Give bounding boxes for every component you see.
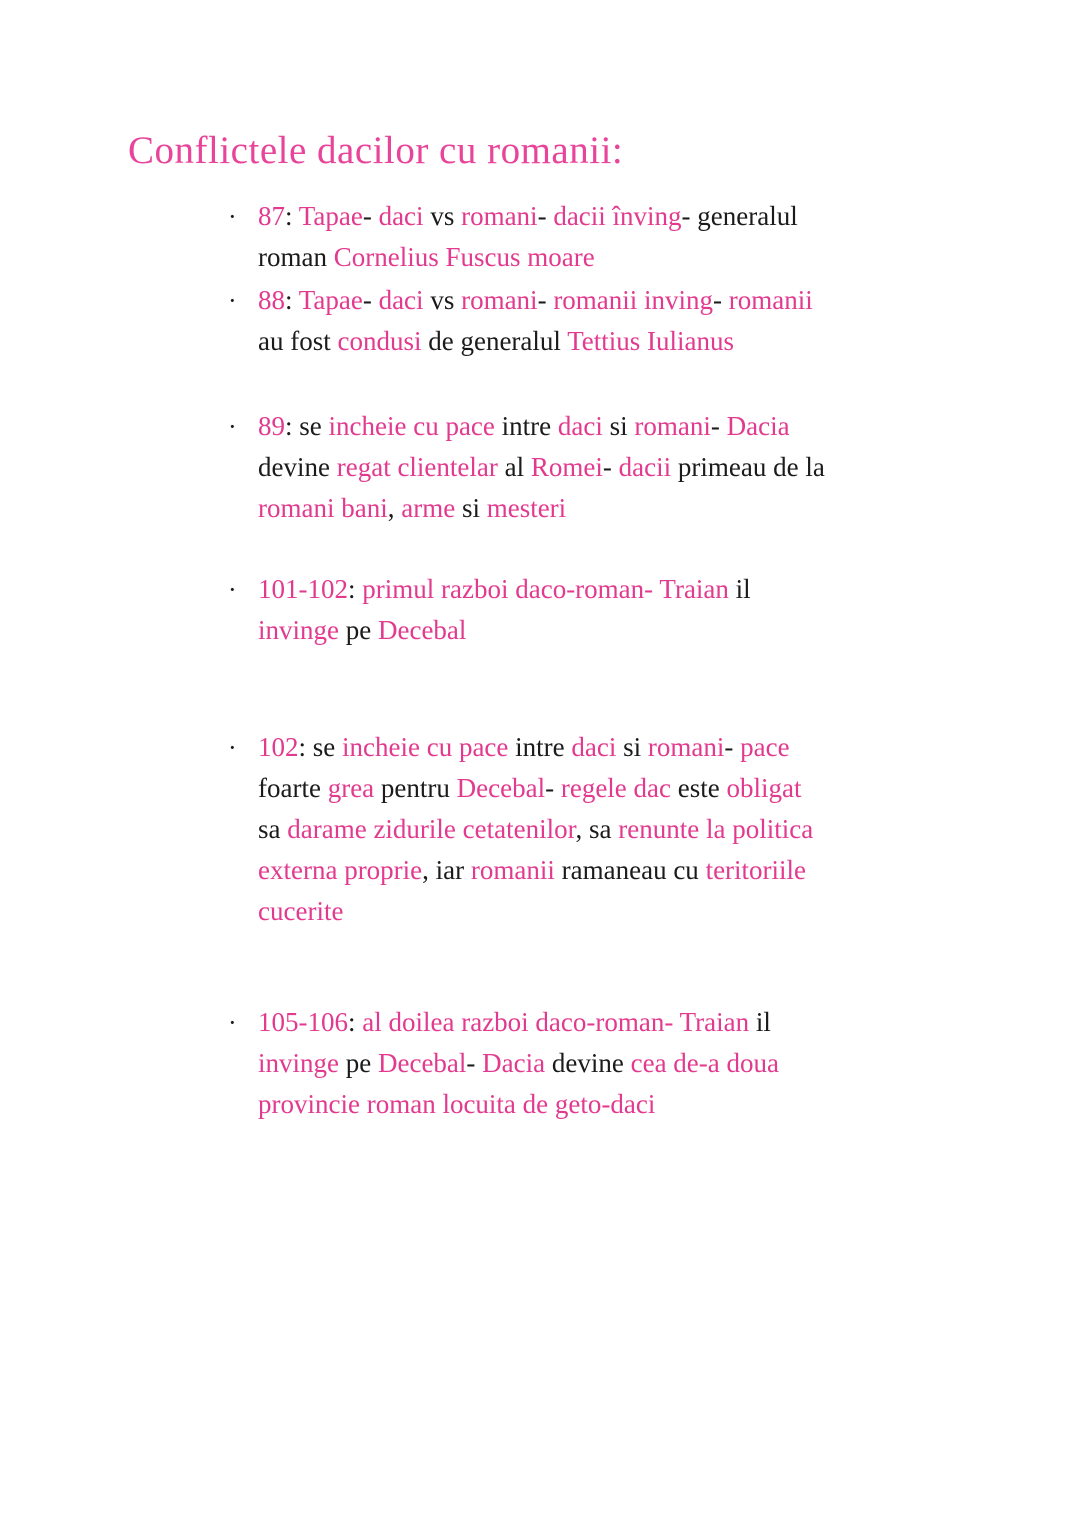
list-item — [228, 280, 968, 362]
highlight-text: grea — [327, 773, 375, 803]
highlight-text: 87 — [258, 201, 285, 231]
bullet-marker: · — [228, 1008, 237, 1037]
list-item — [228, 727, 968, 932]
highlight-text: mesteri — [486, 493, 567, 523]
highlight-text: romani — [461, 201, 538, 231]
plain-text: si — [616, 732, 648, 762]
highlight-text: romani — [461, 285, 538, 315]
plain-text: intre — [494, 411, 558, 441]
highlight-text: pace — [740, 732, 790, 762]
plain-text: foarte — [258, 773, 328, 803]
plain-text: devine — [258, 452, 337, 482]
highlight-text: Decebal — [377, 1048, 467, 1078]
highlight-text: 102 — [258, 732, 299, 762]
highlight-text: daci — [378, 285, 424, 315]
highlight-text: incheie cu pace — [342, 732, 509, 762]
bullet-text — [258, 196, 968, 278]
bullet-marker: · — [228, 733, 237, 762]
plain-text: este — [671, 773, 727, 803]
highlight-text: daci — [557, 411, 603, 441]
list-item — [228, 196, 968, 278]
plain-text: - — [710, 411, 727, 441]
plain-text: pe — [339, 615, 378, 645]
plain-text: : — [285, 201, 299, 231]
plain-text: si — [455, 493, 487, 523]
highlight-text: cucerite — [258, 896, 344, 926]
highlight-text: renunte la politica — [618, 814, 814, 844]
plain-text: il — [749, 1007, 771, 1037]
bullet-list — [228, 196, 968, 1125]
highlight-text: cea de-a doua — [630, 1048, 780, 1078]
highlight-text: Dacia — [726, 411, 790, 441]
plain-text: , iar — [422, 855, 471, 885]
bullet-text — [258, 406, 968, 529]
highlight-text: invinge — [258, 615, 339, 645]
plain-text: : — [285, 285, 299, 315]
highlight-text: Tettius Iulianus — [567, 326, 735, 356]
highlight-text: romanii — [470, 855, 555, 885]
highlight-text: romanii inving — [553, 285, 714, 315]
plain-text: - — [362, 285, 379, 315]
highlight-text: Romei — [530, 452, 603, 482]
highlight-text: dacii — [618, 452, 672, 482]
plain-text: pe — [339, 1048, 378, 1078]
plain-text: : — [348, 1007, 363, 1037]
highlight-text: arme — [401, 493, 456, 523]
highlight-text: 101-102 — [258, 574, 348, 604]
plain-text: devine — [545, 1048, 631, 1078]
highlight-text: Tapae — [298, 201, 363, 231]
highlight-text: darame zidurile cetatenilor — [287, 814, 576, 844]
plain-text: roman — [258, 242, 334, 272]
bullet-text — [258, 569, 968, 651]
plain-text: - — [713, 285, 729, 315]
highlight-text: Dacia — [482, 1048, 546, 1078]
plain-text: - generalul — [681, 201, 798, 231]
highlight-text: regele dac — [560, 773, 672, 803]
plain-text: intre — [508, 732, 572, 762]
highlight-text: 89 — [258, 411, 285, 441]
plain-text: al — [497, 452, 531, 482]
plain-text: ramaneau cu — [554, 855, 706, 885]
plain-text: , sa — [575, 814, 619, 844]
highlight-text: Decebal — [377, 615, 467, 645]
highlight-text: obligat — [726, 773, 802, 803]
bullet-marker: · — [228, 286, 237, 315]
highlight-text: daci — [571, 732, 617, 762]
list-item — [228, 569, 968, 651]
plain-text: : — [348, 574, 363, 604]
highlight-text: romani — [634, 411, 711, 441]
plain-text: primeau de la — [671, 452, 825, 482]
plain-text: - — [537, 285, 554, 315]
plain-text: - — [602, 452, 619, 482]
plain-text: : se — [298, 732, 342, 762]
plain-text: - — [466, 1048, 483, 1078]
bullet-marker: · — [228, 202, 237, 231]
plain-text: si — [602, 411, 635, 441]
list-item — [228, 1002, 968, 1125]
highlight-text: dacii înving — [553, 201, 682, 231]
highlight-text: externa proprie — [258, 855, 423, 885]
plain-text: vs — [423, 285, 462, 315]
plain-text: : se — [285, 411, 329, 441]
plain-text: - — [724, 732, 741, 762]
highlight-text: al doilea razboi daco-roman- Traian — [362, 1007, 750, 1037]
list-item — [228, 406, 968, 529]
highlight-text: Decebal — [456, 773, 546, 803]
plain-text: , — [387, 493, 402, 523]
highlight-text: romani bani — [258, 493, 388, 523]
highlight-text: 105-106 — [258, 1007, 348, 1037]
bullet-text — [258, 1002, 968, 1125]
plain-text: au fost — [258, 326, 338, 356]
plain-text: - — [545, 773, 561, 803]
bullet-marker: · — [228, 412, 237, 441]
bullet-text — [258, 280, 968, 362]
highlight-text: teritoriile — [705, 855, 807, 885]
highlight-text: romanii — [728, 285, 813, 315]
bullet-text — [258, 727, 968, 932]
page-title: Conflictele dacilor cu romanii: — [128, 129, 624, 172]
highlight-text: Cornelius Fuscus moare — [333, 242, 595, 272]
highlight-text: condusi — [337, 326, 422, 356]
plain-text: de generalul — [421, 326, 568, 356]
plain-text: - — [537, 201, 554, 231]
plain-text: - — [362, 201, 379, 231]
plain-text: il — [728, 574, 751, 604]
highlight-text: romani — [647, 732, 725, 762]
highlight-text: invinge — [258, 1048, 339, 1078]
highlight-text: regat clientelar — [336, 452, 498, 482]
plain-text: pentru — [374, 773, 457, 803]
highlight-text: Tapae — [298, 285, 363, 315]
highlight-text: primul razboi daco-roman- Traian — [362, 574, 729, 604]
plain-text: vs — [423, 201, 462, 231]
highlight-text: incheie cu pace — [328, 411, 495, 441]
highlight-text: provincie roman locuita de geto-daci — [258, 1089, 656, 1119]
plain-text: sa — [258, 814, 288, 844]
highlight-text: daci — [378, 201, 424, 231]
highlight-text: 88 — [258, 285, 285, 315]
bullet-marker: · — [228, 575, 237, 604]
